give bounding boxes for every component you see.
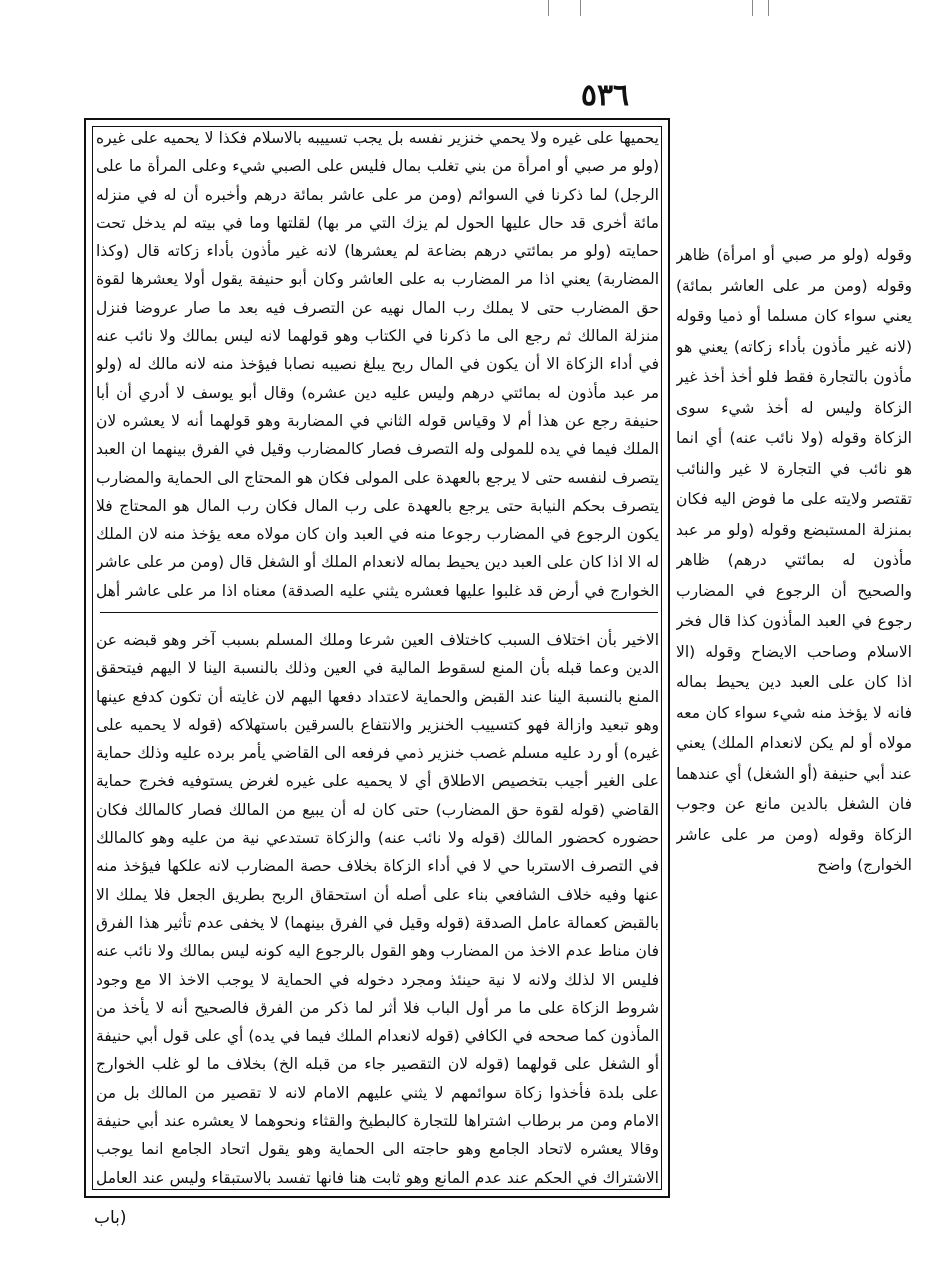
margin-commentary: وقوله (ولو مر صبي أو امرأة) ظاهر وقوله (ومن مر على العاشر بمائة) يعني سواء كان مسلما أو ذميا وقوله (لانه غير مأذون بأداء زكاته) يعني هو مأذون بالتجارة فقط فلو أخذ أخذ غير الزكاة وليس له أخذ شيء سوى الزكاة وقوله (ولا نائب عنه) أي انما هو نائب في التجارة لا غير والنائب تقتصر ولايته على ما فوض اليه فكان بمنزلة المستبضع وقوله (ولو مر عبد مأذون له بمائتي درهم) ظاهر والصحيح أن الرجوع في المضارب رجوع في العبد المأذون كذا قال فخر الاسلام وصاحب الايضاح وقوله (الا اذا كان على العبد دين يحيط بماله فانه لا يؤخذ منه شيء سواء كان معه مولاه أو لم يكن لانعدام الملك) يعني عند أبي حنيفة (أو الشغل) أي عندهما فان الشغل بالدين مانع عن وجوب الزكاة وقوله (ومن مر على عاشر الخوارج) واضح [676, 246, 912, 874]
scan-mark [548, 0, 549, 16]
matn-text: يحميها على غيره ولا يحمي خنزير نفسه بل يجب تسييبه بالاسلام فكذا لا يحميه على غيره (ولو مر صبي أو امرأة من بني تغلب بمال فليس على الصبي شيء وعلى المرأة ما على الرجل) لما ذكرنا في السوائم (ومن مر على عاشر بمائة درهم وأخبره أن له في منزله مائة أخرى قد حال عليها الحول لم يزك التي مر بها) لقلتها وما في بيته لم يدخل تحت حمايته (ولو مر بمائتي درهم بضاعة لم يعشرها) لانه غير مأذون بأداء زكاته قال (وكذا المضاربة) يعني اذا مر المضارب به على العاشر وكان أبو حنيفة يقول أولا يعشرها لقوة حق المضارب حتى لا يملك رب المال نهيه عن التصرف فيه بعد ما صار عروضا فنزل منزلة المالك ثم رجع الى ما ذكرنا في الكتاب وهو قولهما لانه ليس بمالك ولا نائب عنه في أداء الزكاة الا أن يكون في المال ربح يبلغ نصيبه نصابا فيؤخذ منه لانه مالك له (ولو مر عبد مأذون له بمائتي درهم وليس عليه دين عشره) وقال أبو يوسف لا أدري أن أبا حنيفة رجع عن هذا أم لا وقياس قوله الثاني في المضاربة وهو قولهما أنه لا يعشره لان الملك فيما في يده للمولى وله التصرف فصار كالمضارب وقيل في الفرق بينهما ان العبد يتصرف لنفسه حتى لا يرجع بالعهدة على المولى فكان هو المحتاج الى الحماية والمضارب يتصرف بحكم النيابة حتى يرجع بالعهدة على رب المال فكان رب المال هو المحتاج فلا يكون الرجوع في المضارب رجوعا منه في العبد وان كان مولاه معه يؤخذ منه لان الملك له الا اذا كان على العبد دين يحيط بماله لانعدام الملك أو الشغل قال (ومن مر على عاشر الخوارج في أرض قد غلبوا عليها فعشره يثني عليه الصدقة) معناه اذا مر على عاشر أهل [96, 129, 659, 600]
scan-mark [580, 0, 581, 16]
page-number: ٥٣٦ [580, 78, 630, 113]
catchword: (باب [94, 1208, 127, 1228]
commentary-text: الاخير بأن اختلاف السبب كاختلاف العين شرعا وملك المسلم بسبب آخر وهو قبضه عن الدين وعما قبله بأن المنع لسقوط المالية في العين وذلك بالنسبة الينا لا اليهم فيتحقق المنع بالنسبة الينا عند القبض والحماية لاعتداد دفعها اليهم لان غايته أن تكون كدفع عينها وهو تبعيد وازالة فهو كتسييب الخنزير والانتفاع بالسرقين باستهلاكه (قوله لا يحميه على غيره) أو رد عليه مسلم غصب خنزير ذمي فرفعه الى القاضي يأمر برده عليه وذلك حماية على الغير أجيب بتخصيص الاطلاق أي لا يحميه على غيره لغرض يستوفيه فخرج حماية القاضي (قوله لقوة حق المضارب) حتى كان له أن يبيع من المالك فصار كالمالك فكان حضوره كحضور المالك (قوله ولا نائب عنه) والزكاة تستدعي نية من عليه وهو كالمالك في التصرف الاستربا حي لا في أداء الزكاة بخلاف حصة المضارب لانه علكها فيؤخذ منه عنها وفيه خلاف الشافعي بناء على أصله أن استحقاق الربح بطريق الجعل فلا يملك الا بالقبض كعمالة عامل الصدقة (قوله وقيل في الفرق بينهما) لا يخفى عدم تأثير هذا الفرق فان مناط عدم الاخذ من المضارب وهو القول بالرجوع اليه كونه ليس بمالك ولا نائب عنه فليس الا لذلك ولانه لا نية حينئذ ومجرد دخوله في الحماية لا يوجب الاخذ الا مع وجود شروط الزكاة على ما مر أول الباب فلا أثر لما ذكر من الفرق فالصحيح أنه لا يأخذ من المأذون كما صححه في الكافي (قوله لانعدام الملك فيما في يده) أي على قول أبي حنيفة أو الشغل على قولهما (قوله لان التقصير جاء من قبله الخ) بخلاف ما لو غلب الخوارج على بلدة فأخذوا زكاة سوائمهم لا يثني عليهم الامام لانه لا تقصير من المالك بل من الامام ومن مر برطاب اشتراها للتجارة كالبطيخ والقثاء ونحوهما لا يعشره عند أبي حنيفة وقالا يعشره لاتحاد الجامع وهو حاجته الى الحماية وهو يقول اتحاد الجامع انما يوجب الاشتراك في الحكم عند عدم المانع وهو ثابت هنا فانها تفسد بالاستبقاء وليس عند العامل [96, 631, 659, 1187]
scan-mark [752, 0, 753, 16]
section-divider [100, 612, 658, 613]
scan-mark [768, 0, 769, 16]
